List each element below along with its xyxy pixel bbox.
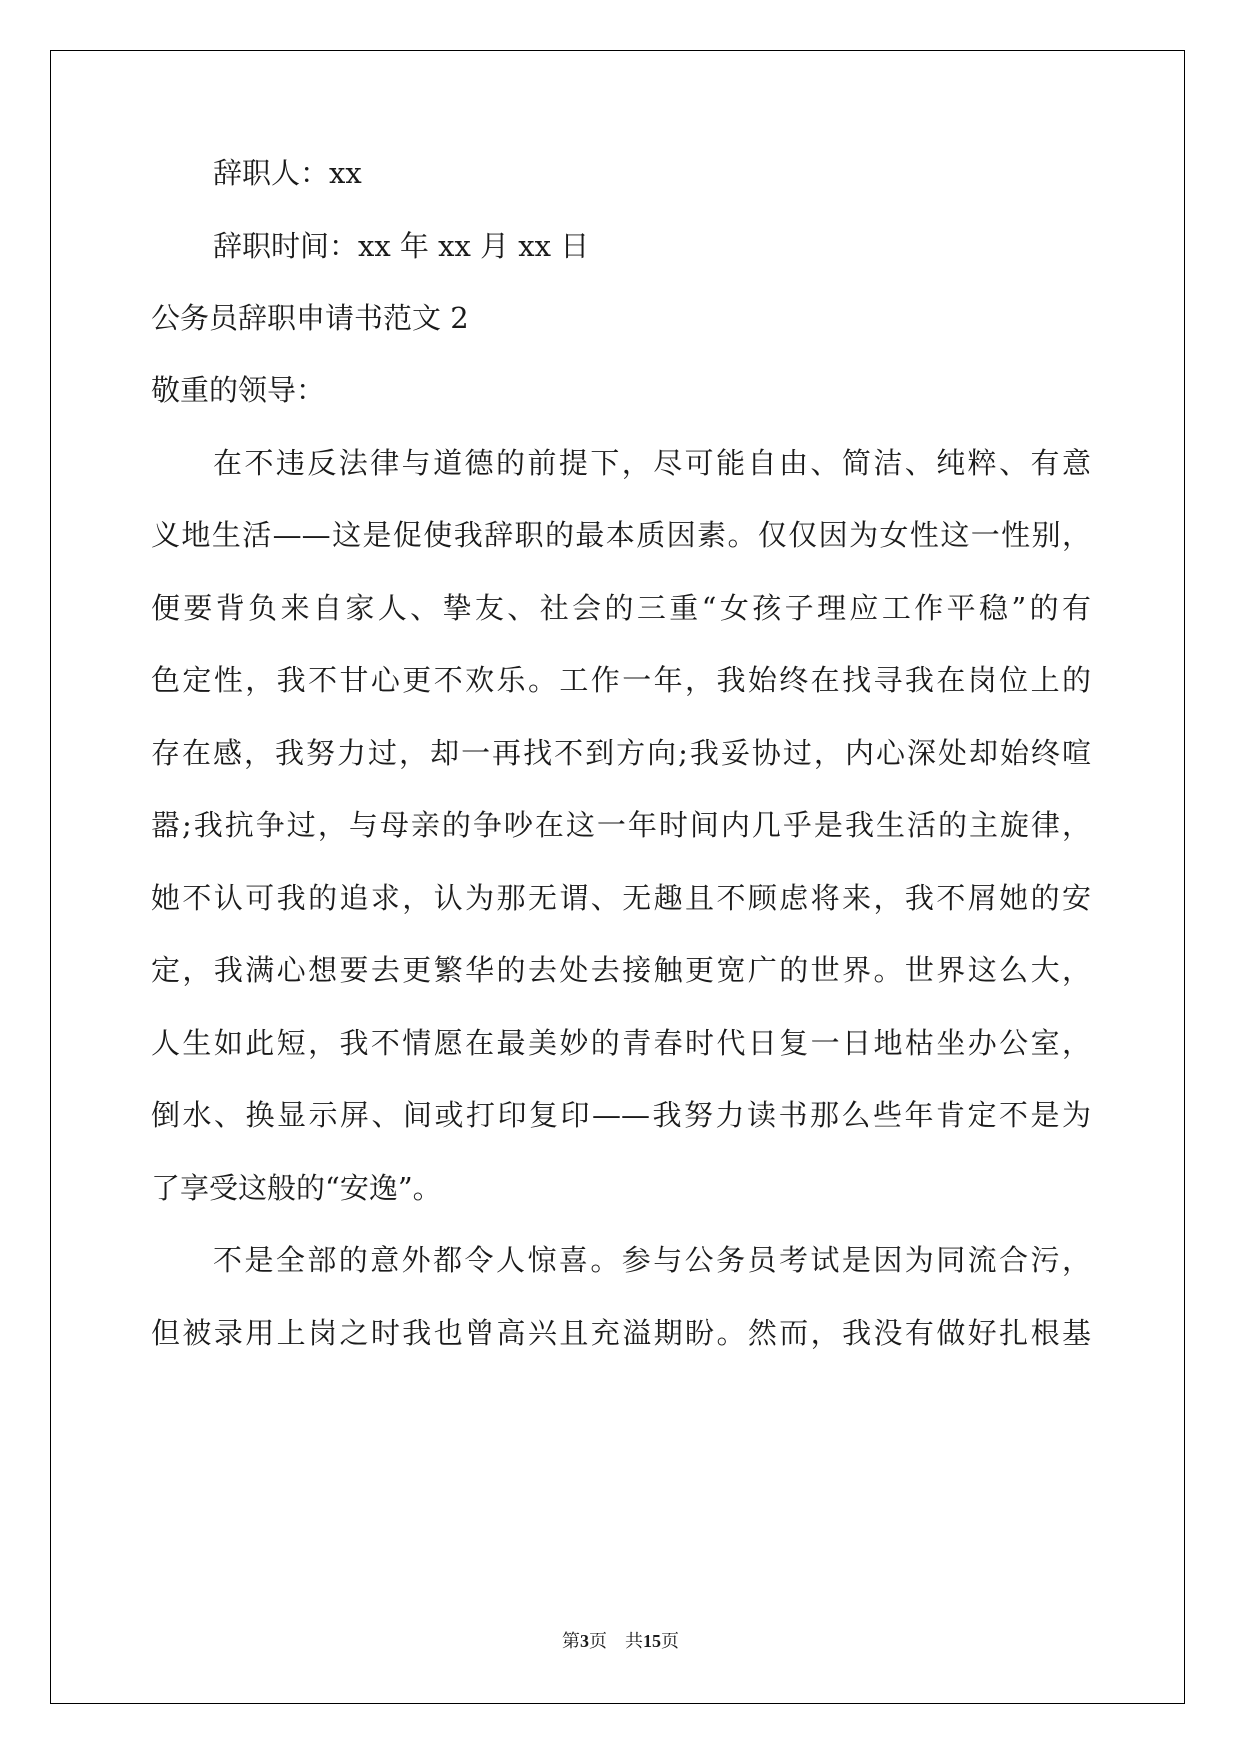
footer-suffix: 页 bbox=[661, 1631, 679, 1651]
paragraph-line: 便要背负来自家人、挚友、社会的三重“女孩子理应工作平稳”的有 bbox=[151, 591, 1091, 625]
paragraph-line: 她不认可我的追求，认为那无谓、无趣且不顾虑将来，我不屑她的安 bbox=[151, 881, 1091, 915]
salutation: 敬重的领导： bbox=[151, 373, 326, 407]
resigner-line: 辞职人：xx bbox=[213, 156, 362, 190]
paragraph-line: 义地生活——这是促使我辞职的最本质因素。仅仅因为女性这一性别， bbox=[151, 518, 1091, 552]
paragraph-line: 定，我满心想要去更繁华的去处去接触更宽广的世界。世界这么大， bbox=[151, 953, 1091, 987]
paragraph-line: 但被录用上岗之时我也曾高兴且充溢期盼。然而，我没有做好扎根基 bbox=[151, 1316, 1091, 1350]
paragraph-line: 存在感，我努力过，却一再找不到方向;我妥协过，内心深处却始终喧 bbox=[151, 736, 1091, 770]
paragraph-line: 倒水、换显示屏、间或打印复印——我努力读书那么些年肯定不是为 bbox=[151, 1098, 1091, 1132]
current-page-number: 3 bbox=[580, 1631, 589, 1651]
paragraph-line: 人生如此短，我不情愿在最美妙的青春时代日复一日地枯坐办公室， bbox=[151, 1026, 1091, 1060]
page-footer bbox=[0, 1627, 1241, 1653]
total-pages-number: 15 bbox=[643, 1631, 661, 1651]
paragraph-line: 在不违反法律与道德的前提下，尽可能自由、简洁、纯粹、有意 bbox=[213, 446, 1091, 480]
paragraph-line: 不是全部的意外都令人惊喜。参与公务员考试是因为同流合污， bbox=[213, 1243, 1091, 1277]
footer-mid: 页 共 bbox=[589, 1631, 643, 1651]
paragraph-line: 色定性，我不甘心更不欢乐。工作一年，我始终在找寻我在岗位上的 bbox=[151, 663, 1091, 697]
paragraph-line: 嚣;我抗争过，与母亲的争吵在这一年时间内几乎是我生活的主旋律， bbox=[151, 808, 1091, 842]
resignation-date-line: 辞职时间：xx 年 xx 月 xx 日 bbox=[213, 229, 590, 263]
footer-prefix: 第 bbox=[562, 1631, 580, 1651]
paragraph-line: 了享受这般的“安逸”。 bbox=[151, 1171, 442, 1205]
section-title: 公务员辞职申请书范文 2 bbox=[151, 301, 469, 335]
